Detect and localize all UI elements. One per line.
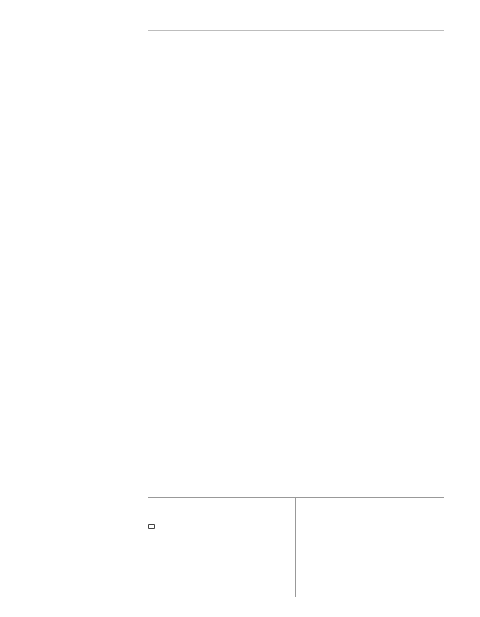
online-bidding-icon bbox=[148, 524, 155, 529]
catalogue-footer bbox=[148, 497, 444, 597]
footer-right bbox=[296, 497, 444, 597]
schedule-sheet bbox=[148, 28, 444, 41]
section-heading bbox=[148, 32, 444, 41]
online-bidding-legend bbox=[148, 524, 291, 530]
divider bbox=[148, 30, 444, 31]
footer-left bbox=[148, 497, 296, 597]
